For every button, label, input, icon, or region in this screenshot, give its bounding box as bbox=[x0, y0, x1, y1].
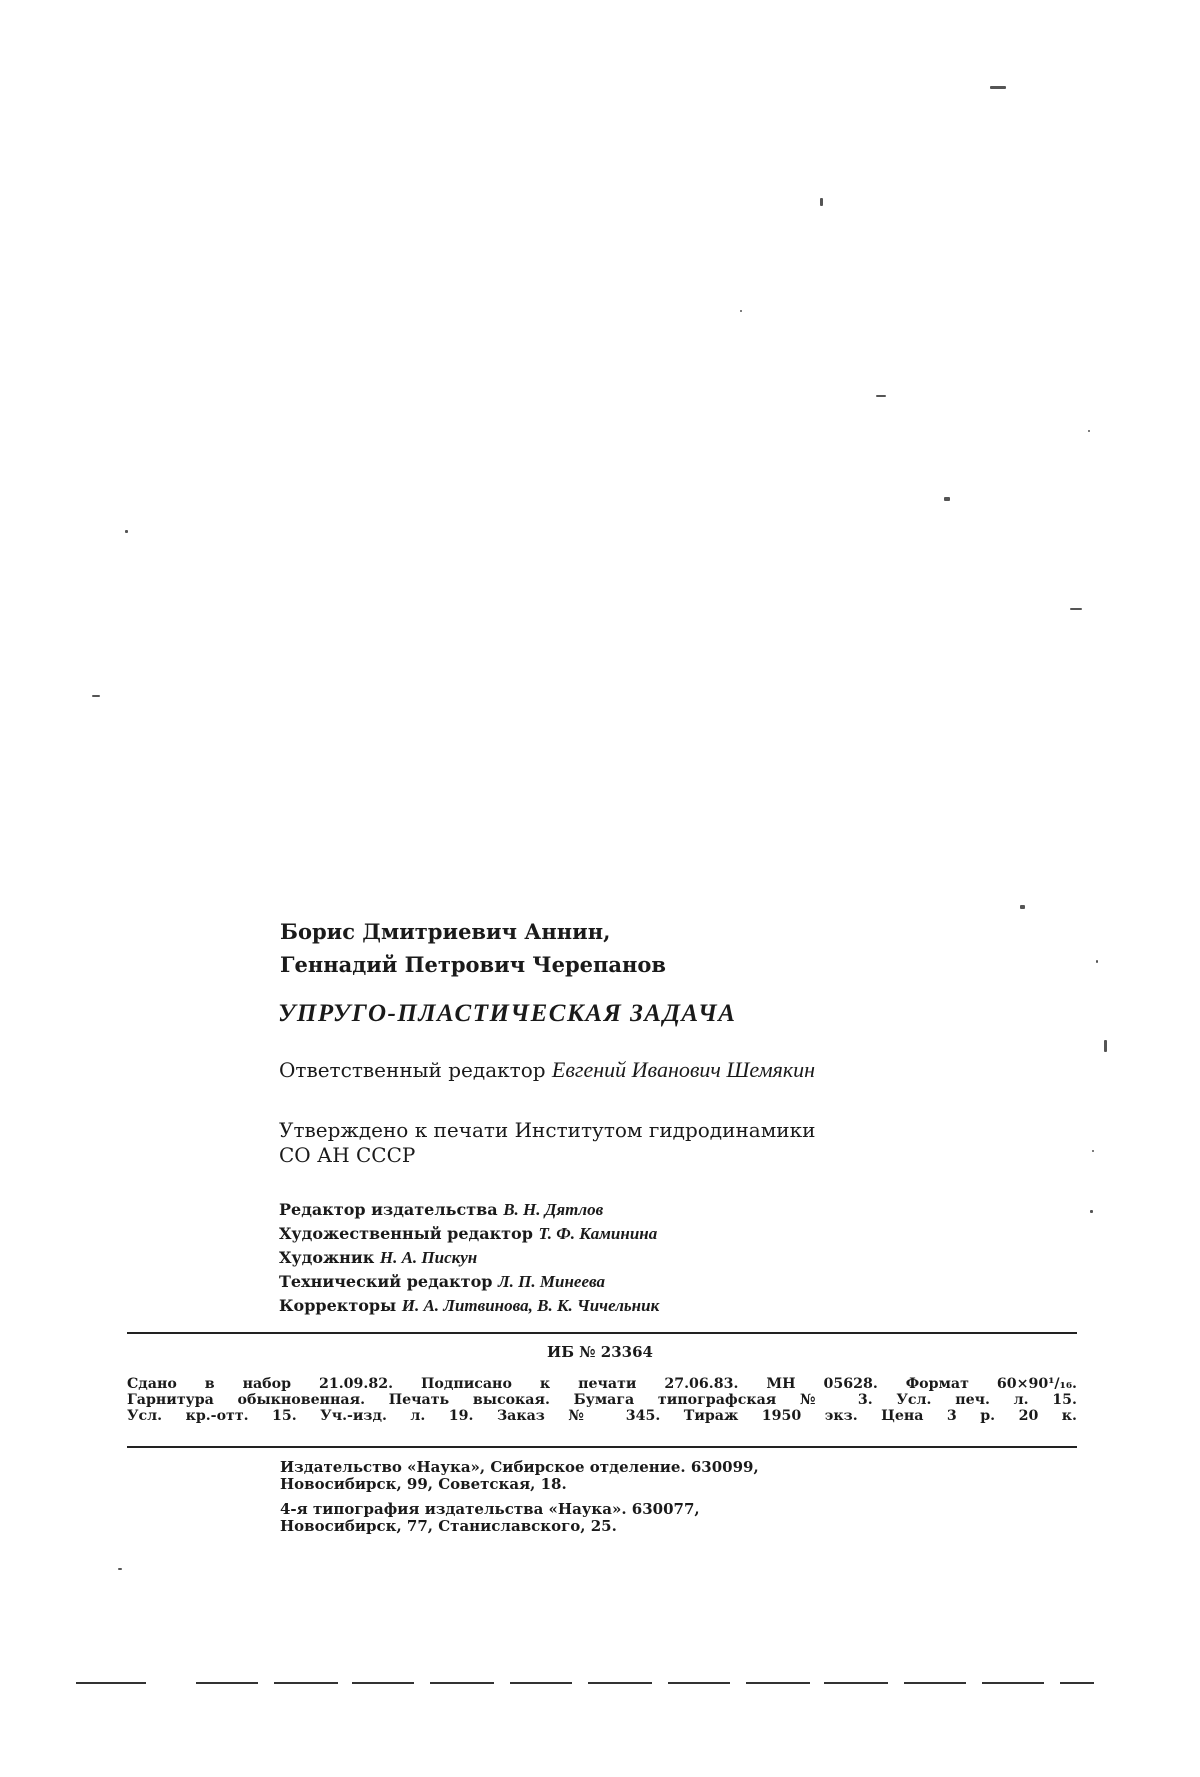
staff-name: Т. Ф. Каминина bbox=[538, 1224, 658, 1243]
staff-role: Художник bbox=[279, 1248, 375, 1267]
staff-role: Технический редактор bbox=[279, 1272, 493, 1291]
staff-row bbox=[279, 1294, 659, 1318]
specs-line: Усл. кр.-отт. 15. Уч.-изд. л. 19. Заказ № 345. Тираж 1950 экз. Цена 3 р. 20 к. bbox=[127, 1408, 1077, 1424]
dash-segment bbox=[746, 1682, 810, 1684]
staff-row bbox=[279, 1246, 659, 1270]
printer-line: 4-я типография издательства «Наука». 630077, bbox=[280, 1500, 700, 1518]
staff-role: Редактор издательства bbox=[279, 1200, 498, 1219]
ib-number: ИБ № 23364 bbox=[547, 1343, 653, 1361]
dash-segment bbox=[824, 1682, 888, 1684]
print-specs bbox=[127, 1376, 1077, 1424]
staff-role: Корректоры bbox=[279, 1296, 397, 1315]
scan-speck bbox=[820, 198, 823, 206]
scan-speck bbox=[1088, 430, 1090, 432]
scan-speck bbox=[876, 395, 886, 397]
staff-row bbox=[279, 1270, 659, 1294]
publisher-line: Издательство «Наука», Сибирское отделение. 630099, bbox=[280, 1458, 759, 1476]
printer-line: Новосибирск, 77, Станиславского, 25. bbox=[280, 1517, 617, 1535]
dash-segment bbox=[196, 1682, 258, 1684]
responsible-editor bbox=[279, 1057, 815, 1083]
specs-line: Гарнитура обыкновенная. Печать высокая. Бумага типографская № 3. Усл. печ. л. 15. bbox=[127, 1392, 1077, 1408]
scan-speck bbox=[125, 530, 128, 533]
dash-segment bbox=[904, 1682, 966, 1684]
book-title: УПРУГО-ПЛАСТИЧЕСКАЯ ЗАДАЧА bbox=[278, 1000, 737, 1027]
dash-segment bbox=[668, 1682, 730, 1684]
scan-speck bbox=[1070, 608, 1082, 610]
author-name: Борис Дмитриевич Аннин, bbox=[280, 919, 611, 944]
dash-segment bbox=[274, 1682, 338, 1684]
authors bbox=[280, 915, 666, 981]
responsible-editor-name: Евгений Иванович Шемякин bbox=[551, 1057, 816, 1082]
staff-role: Художественный редактор bbox=[279, 1224, 533, 1243]
scan-speck bbox=[740, 310, 742, 312]
dash-segment bbox=[510, 1682, 572, 1684]
dash-segment bbox=[352, 1682, 414, 1684]
responsible-editor-label: Ответственный редактор bbox=[279, 1058, 546, 1082]
scan-speck bbox=[1096, 960, 1098, 963]
staff-name: В. Н. Дятлов bbox=[503, 1200, 604, 1219]
scan-speck bbox=[1090, 1210, 1093, 1213]
dash-segment bbox=[76, 1682, 146, 1684]
scan-speck bbox=[990, 86, 1006, 89]
dash-segment bbox=[430, 1682, 494, 1684]
publisher-line: Новосибирск, 99, Советская, 18. bbox=[280, 1475, 567, 1493]
scan-speck bbox=[92, 695, 100, 697]
scan-speck bbox=[1020, 905, 1025, 909]
dash-segment bbox=[982, 1682, 1044, 1684]
scan-speck bbox=[1092, 1150, 1094, 1152]
staff-name: Н. А. Пискун bbox=[379, 1248, 478, 1267]
staff-row bbox=[279, 1222, 659, 1246]
scan-speck bbox=[118, 1568, 122, 1570]
staff-row bbox=[279, 1198, 659, 1222]
divider-top bbox=[127, 1332, 1077, 1334]
approval-line: СО АН СССР bbox=[279, 1143, 416, 1167]
approval-note bbox=[279, 1118, 815, 1168]
staff-name: Л. П. Минеева bbox=[498, 1272, 605, 1291]
staff-credits bbox=[279, 1198, 659, 1318]
staff-name: И. А. Литвинова, В. К. Чичельник bbox=[401, 1296, 660, 1315]
dash-segment bbox=[1060, 1682, 1094, 1684]
approval-line: Утверждено к печати Институтом гидродинамики bbox=[279, 1118, 816, 1142]
scan-speck bbox=[1104, 1040, 1107, 1052]
scan-speck bbox=[944, 497, 950, 501]
divider-bottom bbox=[127, 1446, 1077, 1448]
publisher-info bbox=[280, 1459, 759, 1535]
dash-segment bbox=[588, 1682, 652, 1684]
author-name: Геннадий Петрович Черепанов bbox=[280, 952, 666, 977]
specs-line: Сдано в набор 21.09.82. Подписано к печати 27.06.83. МН 05628. Формат 60×90¹/₁₆. bbox=[127, 1376, 1077, 1392]
